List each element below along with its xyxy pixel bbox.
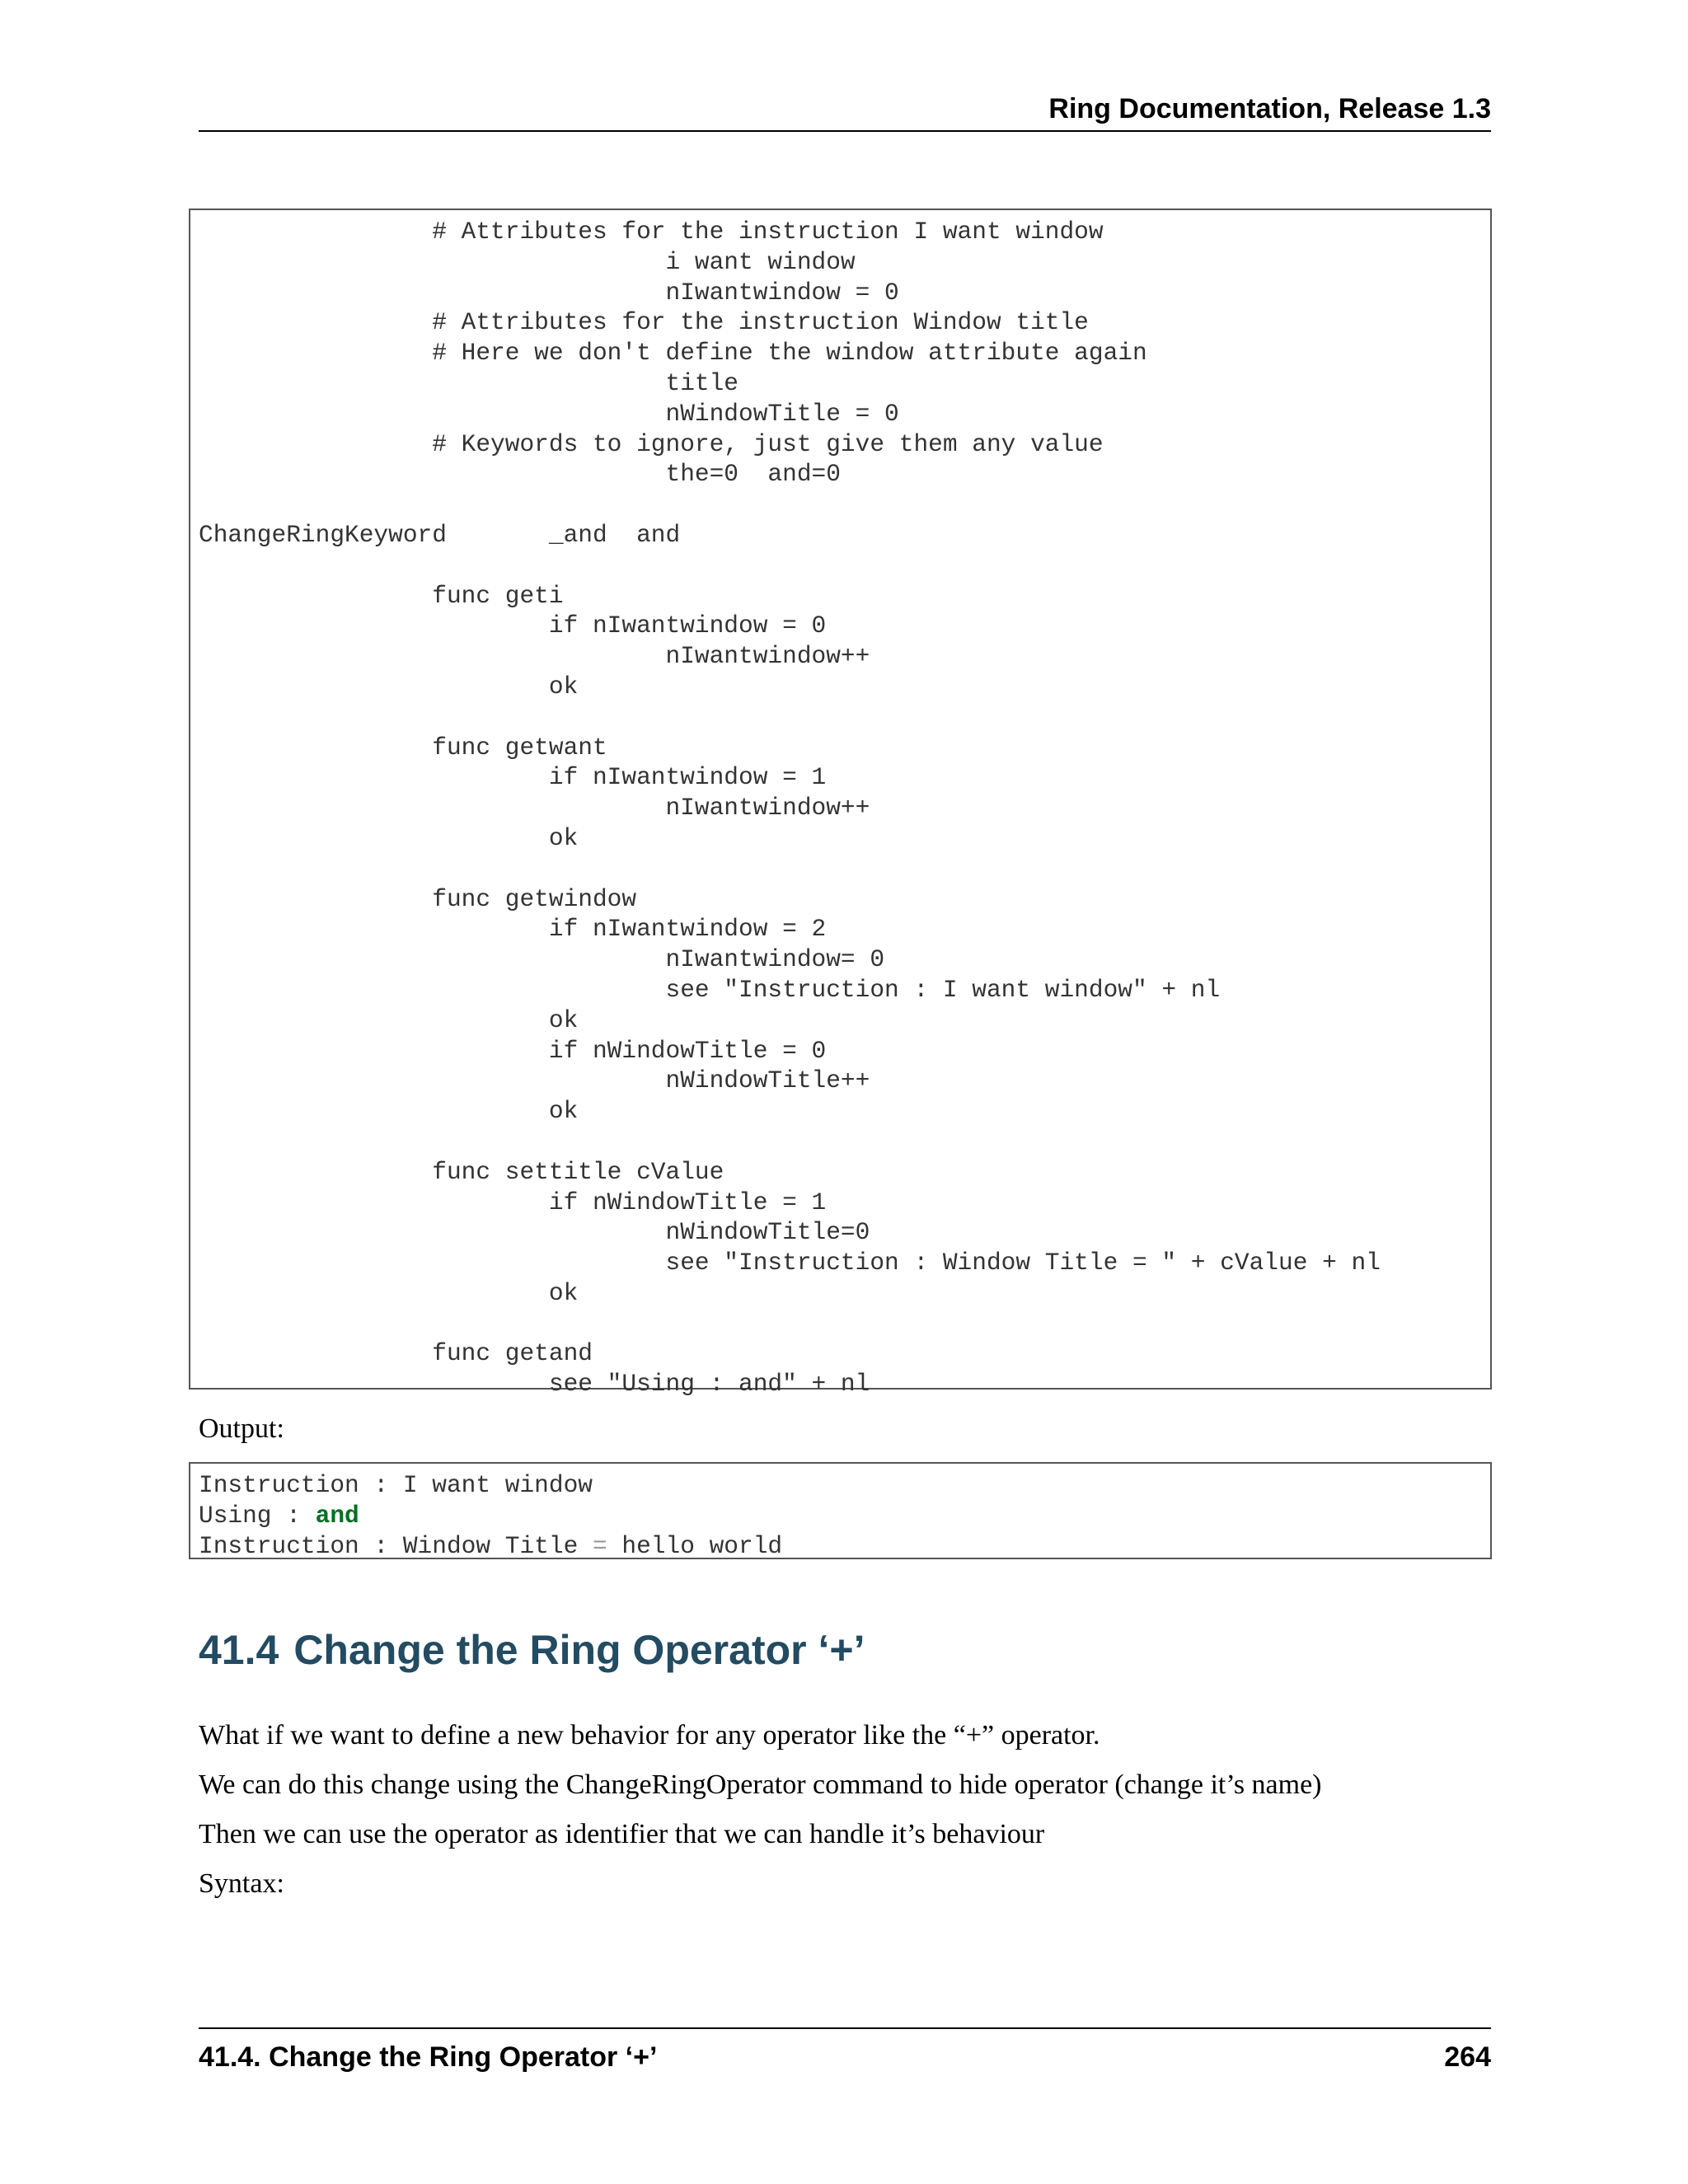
code-line: func geti: [199, 581, 564, 610]
code-line: [199, 1127, 1482, 1157]
section-number: 41.4: [199, 1627, 279, 1673]
code-line: [199, 490, 1482, 520]
code-line: func getwant: [199, 733, 607, 762]
code-block: [189, 209, 1492, 1399]
code-line: # Keywords to ignore, just give them any value: [199, 429, 1104, 458]
paragraph: What if we want to define a new behavior for any operator like the “+” operator.: [199, 1720, 1100, 1750]
output-line: [199, 1531, 1482, 1562]
code-line: nIwantwindow= 0: [199, 945, 885, 974]
code-line: ok: [199, 672, 579, 701]
code-line: if nWindowTitle = 0: [199, 1036, 827, 1065]
code-line: func getand: [199, 1339, 593, 1368]
code-line: ok: [199, 1278, 579, 1307]
code-line: [199, 702, 1482, 733]
code-line: if nIwantwindow = 2: [199, 915, 827, 944]
document-title: Ring Documentation, Release 1.3: [1048, 93, 1491, 124]
code-line: ok: [199, 823, 579, 852]
output-text: Using :: [199, 1501, 316, 1530]
code-line: [199, 854, 1482, 884]
output-text: hello world: [607, 1531, 783, 1560]
footer-section-ref: 41.4. Change the Ring Operator ‘+’: [199, 2041, 658, 2073]
code-line: if nWindowTitle = 1: [199, 1188, 827, 1216]
code-line: nWindowTitle++: [199, 1066, 870, 1095]
code-line: title: [199, 368, 739, 397]
code-line: ok: [199, 1097, 579, 1126]
code-line: func getwindow: [199, 884, 637, 913]
output-code-block: [189, 1462, 1492, 1559]
code-line: nIwantwindow++: [199, 642, 870, 671]
code-line: # Attributes for the instruction I want window: [199, 218, 1104, 246]
output-text: Instruction : Window Title: [199, 1531, 593, 1560]
page-header: [199, 89, 1491, 132]
code-line: func settitle cValue: [199, 1157, 724, 1186]
syntax-label: Syntax:: [199, 1868, 284, 1899]
code-line: # Attributes for the instruction Window title: [199, 308, 1089, 337]
section-heading: [199, 1624, 865, 1676]
code-line: nWindowTitle=0: [199, 1218, 870, 1247]
code-line: see "Instruction : I want window" + nl: [199, 975, 1221, 1004]
code-line: nIwantwindow = 0: [199, 278, 899, 307]
code-line: i want window: [199, 247, 856, 276]
paragraph: We can do this change using the ChangeRingOperator command to hide operator (change it’s name): [199, 1769, 1322, 1800]
code-line: if nIwantwindow = 1: [199, 763, 827, 792]
output-line: [199, 1501, 1482, 1531]
keyword-and: and: [315, 1501, 359, 1530]
page-footer: [199, 2027, 1491, 2077]
code-line: # Here we don't define the window attribute again: [199, 339, 1147, 368]
code-line: ok: [199, 1005, 579, 1034]
code-line: nIwantwindow++: [199, 794, 870, 823]
code-line: nWindowTitle = 0: [199, 399, 899, 428]
section-title-text: Change the Ring Operator ‘+’: [293, 1627, 865, 1673]
code-line: see "Using : and" + nl: [199, 1370, 870, 1399]
code-line: [199, 1309, 1482, 1339]
code-line: see "Instruction : Window Title = " + cValue + nl: [199, 1249, 1381, 1277]
code-line: ChangeRingKeyword _and and: [199, 520, 681, 549]
operator-equals: =: [592, 1531, 607, 1560]
output-label: Output:: [199, 1413, 284, 1444]
page-number: 264: [1444, 2041, 1491, 2073]
paragraph: Then we can use the operator as identifier that we can handle it’s behaviour: [199, 1819, 1045, 1849]
output-line: Instruction : I want window: [199, 1471, 593, 1499]
code-line: [199, 551, 1482, 581]
code-line: the=0 and=0: [199, 460, 841, 489]
code-line: if nIwantwindow = 0: [199, 612, 827, 640]
